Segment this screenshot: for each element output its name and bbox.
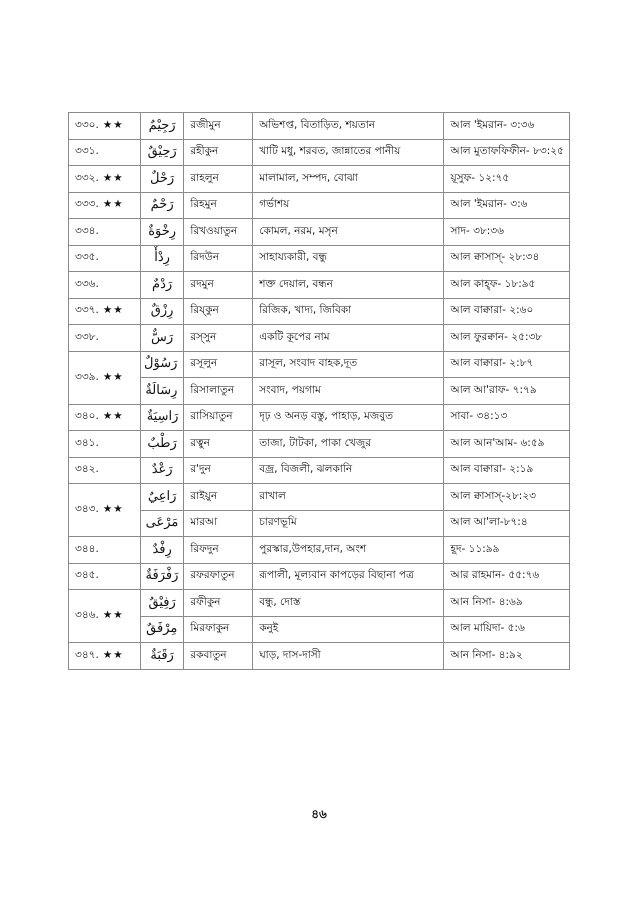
entry-number: ৩৪৬.: [75, 609, 99, 622]
transliteration: রাসিয়াতুন: [184, 404, 253, 431]
meaning: গর্ভাশয়: [253, 192, 444, 219]
transliteration: রিখওয়াতুন: [184, 219, 253, 246]
meaning: কনুই: [253, 616, 444, 643]
transliteration: রাহলুন: [184, 166, 253, 193]
importance-stars: ★★: [102, 198, 124, 211]
table-row: [69, 616, 570, 643]
transliteration: রাইয়ুন: [184, 484, 253, 511]
arabic-word: مِرْفَقٌ: [140, 616, 184, 643]
entry-number-cell: [69, 563, 141, 590]
meaning: সাহায্যকারী, বন্ধু: [253, 245, 444, 272]
arabic-word: رَحْمٌ: [140, 192, 184, 219]
entry-number: ৩৩১.: [75, 145, 99, 158]
arabic-word: رِفْدٌ: [140, 537, 184, 564]
transliteration: রত্বুন: [184, 431, 253, 458]
quran-reference: আল আ'লা-৮৭:৪: [444, 510, 570, 537]
table-row: [69, 643, 570, 670]
quran-reference: আল বাক্বারা- ২:৬০: [444, 298, 570, 325]
meaning: রাসূল, সংবাদ বাহক,দূত: [253, 351, 444, 378]
quran-reference: আন নিসা- ৪:৯২: [444, 643, 570, 670]
arabic-word: رَعْدٌ: [140, 457, 184, 484]
entry-number: ৩৩৪.: [75, 224, 99, 237]
arabic-word: رَطْبٌ: [140, 431, 184, 458]
entry-number-cell: [69, 325, 141, 352]
arabic-word: رِزْقٌ: [140, 298, 184, 325]
arabic-word: رَسٌّ: [140, 325, 184, 352]
entry-number: ৩৩৯.: [75, 370, 99, 383]
arabic-word: رَقَبَةٌ: [140, 643, 184, 670]
table-row: [69, 192, 570, 219]
table-row: [69, 351, 570, 378]
quran-reference: য়ূসুফ- ১২:৭৫: [444, 166, 570, 193]
arabic-word: رَحِيْقٌ: [140, 139, 184, 166]
entry-number-cell: [69, 484, 141, 537]
arabic-word: مَرْعَى: [140, 510, 184, 537]
quran-reference: আল 'ইমরান- ৩:৬: [444, 192, 570, 219]
entry-number-cell: [69, 298, 141, 325]
meaning: একটি কূপের নাম: [253, 325, 444, 352]
entry-number: ৩৩৬.: [75, 277, 99, 290]
entry-number: ৩৪৪.: [75, 542, 99, 555]
meaning: শক্ত দেয়াল, বন্ধন: [253, 272, 444, 299]
table-row: [69, 563, 570, 590]
meaning: ঘাড়, দাস-দাসী: [253, 643, 444, 670]
quran-reference: আল ক্বাসাস্- ২৮:৩৪: [444, 245, 570, 272]
table-row: [69, 245, 570, 272]
entry-number: ৩৪০.: [75, 410, 99, 423]
table-row: [69, 537, 570, 564]
table-row: [69, 484, 570, 511]
transliteration: র'দুন: [184, 457, 253, 484]
table-row: [69, 139, 570, 166]
meaning: দৃঢ় ও অনড় বস্তু, পাহাড়, মজবুত: [253, 404, 444, 431]
entry-number: ৩৪২.: [75, 463, 99, 476]
arabic-word: رَجِيْمٌ: [140, 113, 184, 140]
entry-number: ৩৪৫.: [75, 569, 99, 582]
quran-reference: সাদ- ৩৮:৩৬: [444, 219, 570, 246]
transliteration: রফরফাতুন: [184, 563, 253, 590]
arabic-word: رَفْرَفَةٌ: [140, 563, 184, 590]
meaning: অভিশপ্ত, বিতাড়িত, শয়তান: [253, 113, 444, 140]
transliteration: রিয্কুন: [184, 298, 253, 325]
table-row: [69, 219, 570, 246]
meaning: মালামাল, সম্পদ, বোঝা: [253, 166, 444, 193]
vocabulary-table: [68, 112, 570, 670]
table-row: [69, 378, 570, 405]
arabic-word: رَاعِيٌ: [140, 484, 184, 511]
table-row: [69, 272, 570, 299]
table-row: [69, 113, 570, 140]
transliteration: রিহমুন: [184, 192, 253, 219]
entry-number-cell: [69, 245, 141, 272]
transliteration: রিদউন: [184, 245, 253, 272]
quran-reference: আন নিসা- ৪:৬৯: [444, 590, 570, 617]
entry-number-cell: [69, 139, 141, 166]
meaning: রাখাল: [253, 484, 444, 511]
transliteration: রদমুন: [184, 272, 253, 299]
entry-number-cell: [69, 457, 141, 484]
entry-number-cell: [69, 537, 141, 564]
transliteration: মিরফাকুন: [184, 616, 253, 643]
arabic-word: رَدْمٌ: [140, 272, 184, 299]
meaning: সংবাদ, পয়গাম: [253, 378, 444, 405]
page-number: ৪৬: [311, 807, 327, 821]
entry-number: ৩৪৩.: [75, 503, 99, 516]
table-row: [69, 457, 570, 484]
quran-reference: হূদ- ১১:৯৯: [444, 537, 570, 564]
entry-number: ৩৪১.: [75, 436, 99, 449]
meaning: রিজিক, খাদ্য, জিবিকা: [253, 298, 444, 325]
quran-reference: আল ফুরক্বান- ২৫:৩৮: [444, 325, 570, 352]
transliteration: রিফদুন: [184, 537, 253, 564]
transliteration: রসূলুন: [184, 351, 253, 378]
quran-reference: আল আন'আম- ৬:৫৯: [444, 431, 570, 458]
quran-reference: আল ক্বাসাস্-২৮:২৩: [444, 484, 570, 511]
entry-number: ৩৩৫.: [75, 251, 99, 264]
arabic-word: رِدْأٌ: [140, 245, 184, 272]
entry-number-cell: [69, 431, 141, 458]
entry-number-cell: [69, 404, 141, 431]
arabic-word: رِسَالَةٌ: [140, 378, 184, 405]
entry-number: ৩৩০.: [75, 118, 99, 131]
entry-number: ৩৩৮.: [75, 330, 99, 343]
quran-reference: আল বাক্বারা- ২:৮৭: [444, 351, 570, 378]
arabic-word: رَاسِيَةٌ: [140, 404, 184, 431]
quran-reference: সাবা- ৩৪:১৩: [444, 404, 570, 431]
meaning: রূপালী, মূল্যবান কাপড়ের বিছানা পত্র: [253, 563, 444, 590]
entry-number-cell: [69, 192, 141, 219]
importance-stars: ★★: [102, 503, 124, 516]
transliteration: রফীকুন: [184, 590, 253, 617]
quran-reference: আল মুতাফফিফীন- ৮৩:২৫: [444, 139, 570, 166]
transliteration: মারআ: [184, 510, 253, 537]
entry-number-cell: [69, 272, 141, 299]
importance-stars: ★★: [102, 648, 124, 661]
meaning: খাটি মধু, শরবত, জান্নাতের পানীয়: [253, 139, 444, 166]
importance-stars: ★★: [102, 410, 124, 423]
table-row: [69, 510, 570, 537]
transliteration: রিসালাতুন: [184, 378, 253, 405]
entry-number: ৩৩৭.: [75, 304, 99, 317]
entry-number-cell: [69, 113, 141, 140]
quran-reference: আল 'ইমরান- ৩:৩৬: [444, 113, 570, 140]
arabic-word: رَسُوْلٌ: [140, 351, 184, 378]
quran-reference: আল মায়িদা- ৫:৬: [444, 616, 570, 643]
entry-number-cell: [69, 351, 141, 404]
arabic-word: رَحْلٌ: [140, 166, 184, 193]
importance-stars: ★★: [102, 171, 124, 184]
importance-stars: ★★: [102, 609, 124, 622]
entry-number: ৩৩২.: [75, 171, 99, 184]
entry-number-cell: [69, 643, 141, 670]
meaning: চারণভূমি: [253, 510, 444, 537]
arabic-word: رَفِيْقٌ: [140, 590, 184, 617]
table-row: [69, 404, 570, 431]
meaning: পুরস্কার,উপহার,দান, অংশ: [253, 537, 444, 564]
entry-number-cell: [69, 166, 141, 193]
table-row: [69, 166, 570, 193]
table-row: [69, 590, 570, 617]
quran-reference: আল আ'রাফ- ৭:৭৯: [444, 378, 570, 405]
transliteration: রকবাতুন: [184, 643, 253, 670]
entry-number-cell: [69, 590, 141, 643]
entry-number: ৩৪৭.: [75, 648, 99, 661]
quran-reference: আর রাহমান- ৫৫:৭৬: [444, 563, 570, 590]
entry-number: ৩৩৩.: [75, 198, 99, 211]
meaning: বজ্র, বিজলী, ঝলকানি: [253, 457, 444, 484]
entry-number-cell: [69, 219, 141, 246]
transliteration: রস্সুন: [184, 325, 253, 352]
importance-stars: ★★: [102, 304, 124, 317]
transliteration: রজীমুন: [184, 113, 253, 140]
quran-reference: আল বাক্বারা- ২:১৯: [444, 457, 570, 484]
meaning: বন্ধু, দোস্ত: [253, 590, 444, 617]
table-row: [69, 298, 570, 325]
table-row: [69, 431, 570, 458]
arabic-word: رِخْوَةٌ: [140, 219, 184, 246]
importance-stars: ★★: [102, 118, 124, 131]
quran-reference: আল কাহ্ফ- ১৮:৯৫: [444, 272, 570, 299]
importance-stars: ★★: [102, 370, 124, 383]
meaning: তাজা, টাটকা, পাকা খেজুর: [253, 431, 444, 458]
meaning: কোমল, নরম, মসৃন: [253, 219, 444, 246]
table-row: [69, 325, 570, 352]
transliteration: রহীকুন: [184, 139, 253, 166]
